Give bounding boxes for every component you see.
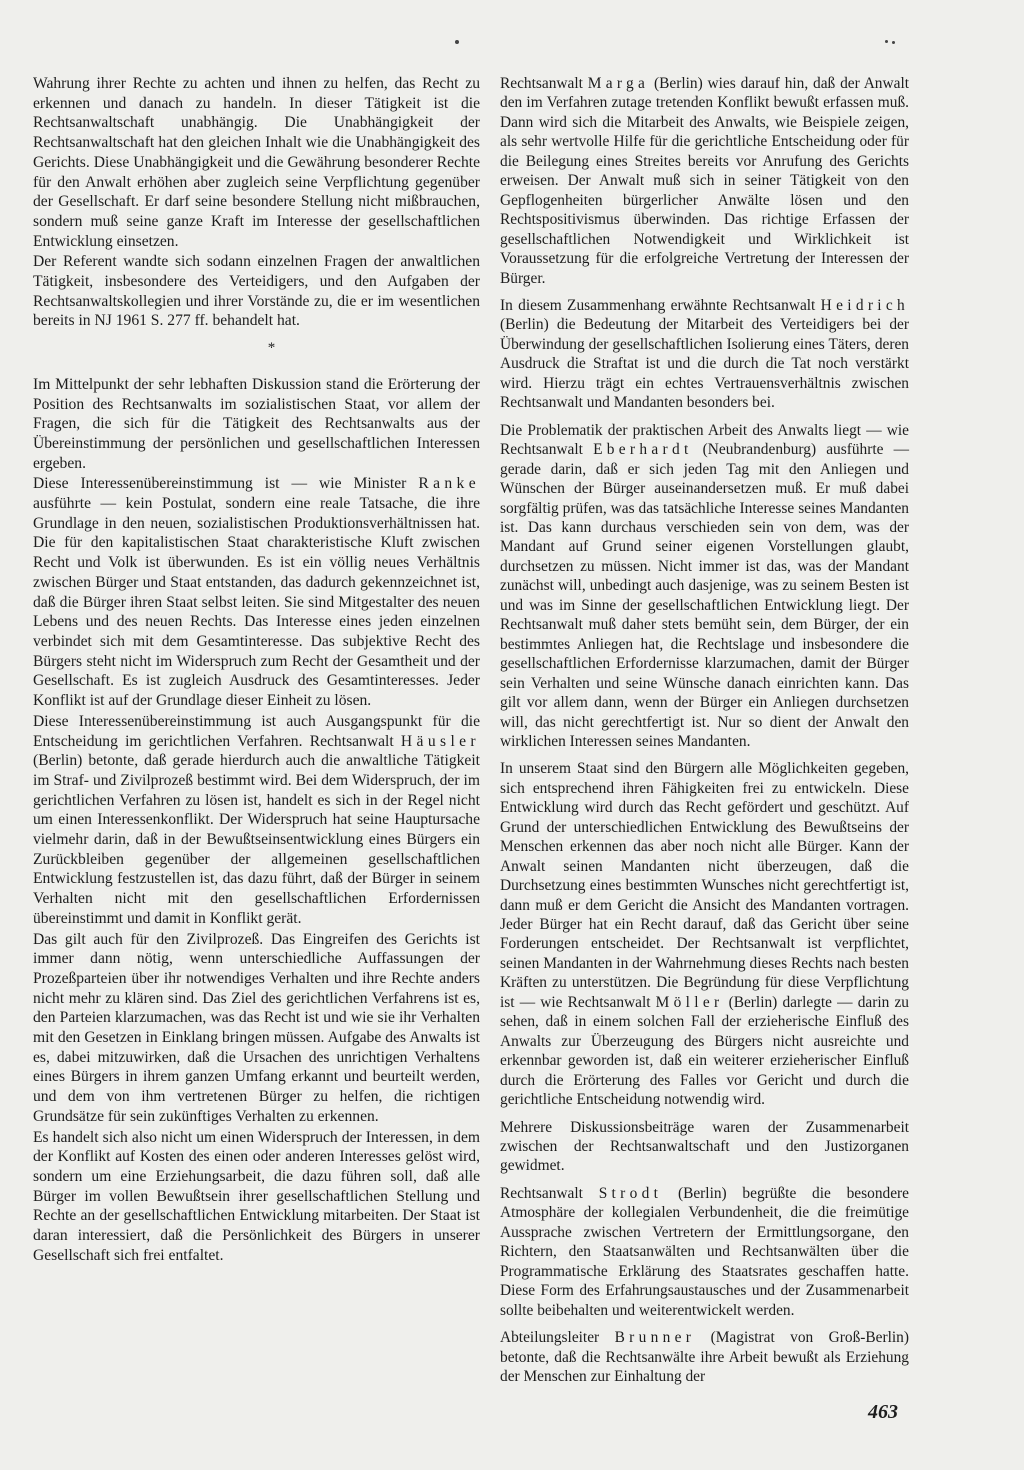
right-column bbox=[500, 74, 909, 1394]
print-speck bbox=[885, 40, 888, 43]
paragraph: Abteilungsleiter Brunner (Magistrat von Groß-Berlin) betonte, daß die Rechtsanwälte ihre Arbeit bewußt als Erziehung der Menschen zur Einhaltung der bbox=[500, 1329, 909, 1385]
paragraph: Die Problematik der praktischen Arbeit des Anwalts liegt — wie Rechtsanwalt Eberhardt (Neubrandenburg) ausführte — gerade darin, daß er sich jeden Tag mit den Anliegen und Wünschen der Bürger auseinandersetzen muß. Er muß dabei sorgfältig prüfen, was das tatsächliche Interesse seines Mandanten ist. Das kann durchaus verschieden sein von dem, was der Mandant auf Grund seiner eigenen Vorstellungen glaubt, durchsetzen zu müssen. Nicht immer ist das, was der Mandant zunächst will, unbedingt auch dasjenige, was zu seinem Besten ist und was im Sinne der gesellschaftlichen Entwicklung liegt. Der Rechtsanwalt muß daher stets bemüht sein, dem Bürger, der ein bestimmtes Anliegen hat, die Rechtslage und insbesondere die gesellschaftlichen Erfordernisse klarzumachen, damit der Bürger sein Verhalten und seine Wünsche danach einrichten kann. Das gilt vor allem dann, wenn der Bürger ein Anliegen durchsetzen will, das nicht gerechtfertigt ist. Nur so dient der Anwalt den wirklichen Interessen seines Mandanten. bbox=[500, 421, 910, 750]
paragraph: Wahrung ihrer Rechte zu achten und ihnen zu helfen, das Recht zu erkennen und danach zu handeln. In dieser Tätigkeit ist die Rechtsanwaltschaft unabhängig. Die Unabhängigkeit der Rechtsanwaltschaft hat den gleichen Inhalt wie die Unabhängigkeit des Gerichts. Diese Unabhängigkeit und die Gewährung besonderer Rechte für den Anwalt erhöhen aber zugleich seine Verpflichtung gegenüber der Gesellschaft. Er darf seine besondere Stellung nicht mißbrauchen, sondern muß seine ganze Kraft im Interesse der gesellschaftlichen Entwicklung einsetzen. bbox=[33, 75, 480, 250]
paragraph: Mehrere Diskussionsbeiträge waren der Zusammenarbeit zwischen der Rechtsanwaltschaft und den Justizorganen gewidmet. bbox=[500, 1118, 909, 1175]
paragraph: In unserem Staat sind den Bürgern alle Möglichkeiten gegeben, sich entsprechend ihren Fähigkeiten frei zu entwickeln. Diese Entwicklung wird durch das Recht gefördert und geschützt. Auf Grund der unterschiedlichen Entwicklung des Bewußtseins der Menschen erkennen das aber noch nicht alle Bürger. Kann der Anwalt seinen Mandanten nicht überzeugen, daß die Durchsetzung eines bestimmten Wunsches nicht gerechtfertigt ist, dann muß er dem Gericht die Ansicht des Mandanten vortragen. Jeder Bürger hat ein Recht darauf, daß das Gericht über seine Forderungen entscheidet. Der Rechtsanwalt ist verpflichtet, seinen Mandanten in der Wahrnehmung dieses Rechts nach besten Kräften zu unterstützen. Die Begründung für diese Verpflichtung ist — wie Rechtsanwalt Möller (Berlin) darlegte — darin zu sehen, daß in einem solchen Fall der erzieherische Einfluß des Anwalts zur Überzeugung des Bürgers nicht ausreichte und erkennbar geworden ist, daß ein weiterer erzieherischer Einfluß durch die Erörterung des Falles vor Gericht und durch die gerichtliche Entscheidung notwendig wird. bbox=[500, 760, 909, 1109]
speaker-name: Heidrich bbox=[820, 296, 909, 314]
paragraph: In diesem Zusammenhang erwähnte Rechtsanwalt Heidrich (Berlin) die Bedeutung der Mitarbeit des Verteidigers bei der Überwindung der gesellschaftlichen Isolierung eines Täters, deren Ausdruck die Straftat ist und die durch die Tat noch verstärkt wird. Hierzu trägt ein echtes Vertrauensverhältnis zwischen Rechtsanwalt und Mandanten besonders bei. bbox=[500, 296, 909, 412]
left-column bbox=[33, 74, 480, 1273]
speaker-name: Möller bbox=[655, 993, 724, 1011]
paragraph: Rechtsanwalt Marga (Berlin) wies darauf hin, daß der Anwalt den im Verfahren zutage tretenden Konflikt bewußt erfassen muß. Dann wird sich die Mitarbeit des Anwalts, wie Beispiele zeigen, als sehr wertvolle Hilfe für die gerichtliche Entscheidung oder für die Beilegung eines Streites bereits vor Anrufung des Gerichts erweisen. Der Anwalt muß sich in seiner Tätigkeit von den Gepflogenheiten bürgerlicher Anwälte lösen und den Rechtspositivismus überwinden. Das richtige Erfassen der gesellschaftlichen Notwendigkeit und Wirklichkeit ist Voraussetzung für die erfolgreiche Vertretung der Interessen der Bürger. bbox=[500, 75, 909, 287]
paragraph: Diese Interessenübereinstimmung ist auch Ausgangspunkt für die Entscheidung im gerichtlichen Verfahren. Rechtsanwalt Häusler (Berlin) betonte, daß gerade hierdurch auch die anwaltliche Tätigkeit im Straf- und Zivilprozeß bestimmt wird. Bei dem Widerspruch, der im gerichtlichen Verfahren zu lösen ist, handelt es sich in der Regel nicht um einen Interessenkonflikt. Der Widerspruch hat seine Hauptursache vielmehr darin, daß in der Bewußtseinsentwicklung eines Bürgers ein Zurückbleiben gegenüber der allgemeinen gesellschaftlichen Entwicklung festzustellen ist, das dazu führt, daß der Bürger in seinem Verhalten nicht mit den gesellschaftlichen Erfordernissen übereinstimmt und damit in Konflikt gerät. bbox=[33, 712, 480, 927]
paragraph: Es handelt sich also nicht um einen Widerspruch der Interessen, in dem der Konflikt auf Kosten des einen oder anderen Interesses gelöst wird, sondern um eine Erziehungsarbeit, die dazu führen soll, daß alle Bürger im vollen Bewußtsein ihrer gesellschaftlichen Stellung und Rechte an der gesellschaftlichen Entwicklung mitarbeiten. Der Staat ist daran interessiert, daß die Persönlichkeit des Bürgers in unserer Gesellschaft sich frei entfaltet. bbox=[33, 1128, 480, 1264]
speaker-name: Ranke bbox=[418, 475, 480, 493]
paragraph: Rechtsanwalt Strodt (Berlin) begrüßte die besondere Atmosphäre der kollegialen Verbundenheit, die die freimütige Aussprache zwischen Vertretern der Ermittlungsorgane, den Richtern, den Staatsanwälten und Rechtsanwälten über die Programmatische Erklärung des Staatsrates geschaffen hatte. Diese Form des Erfahrungsaustausches und der Zusammenarbeit sollte beibehalten und weiterentwickelt werden. bbox=[500, 1184, 909, 1319]
section-separator: * bbox=[267, 340, 276, 357]
speaker-name: Marga bbox=[587, 75, 650, 92]
paragraph: Im Mittelpunkt der sehr lebhaften Diskussion stand die Erörterung der Position des Rechtsanwalts im sozialistischen Staat, vor allem der Fragen, die sich für die Tätigkeit des Rechtsanwalts aus der Übereinstimmung der persönlichen und gesellschaftlichen Interessen ergeben. bbox=[33, 375, 480, 472]
print-speck bbox=[455, 40, 459, 44]
speaker-name: Eberhardt bbox=[593, 441, 693, 459]
speaker-name: Brunner bbox=[614, 1329, 696, 1347]
paragraph: Der Referent wandte sich sodann einzelnen Fragen der anwaltlichen Tätigkeit, insbesondere des Verteidigers, und den Aufgaben der Rechtsanwaltskollegien und ihrer Vorstände zu, die er im wesentlichen bereits in NJ 1961 S. 277 ff. behandelt hat. bbox=[33, 253, 480, 330]
paragraph: Das gilt auch für den Zivilprozeß. Das Eingreifen des Gerichts ist immer dann nötig, wenn unterschiedliche Auffassungen der Prozeßparteien über ihr notwendiges Verhalten und ihre Rechte anders nicht mehr zu klären sind. Das Ziel des gerichtlichen Verfahrens ist es, den Parteien klarzumachen, was das Recht ist und wie sie ihr Verhalten mit den Gesetzen in Einklang bringen müssen. Aufgabe des Anwalts ist es, dabei mitzuwirken, daß die Ursachen des unrichtigen Verhaltens eines Bürgers in ihrem ganzen Umfang erkannt und beurteilt werden, und dem von ihm vertretenen Bürger zu helfen, die richtigen Grundsätze für sein zukünftiges Verhalten zu erkennen. bbox=[33, 930, 480, 1125]
print-speck bbox=[892, 41, 895, 44]
speaker-name: Häusler bbox=[400, 732, 480, 750]
paragraph: Diese Interessenübereinstimmung ist — wie Minister Ranke ausführte — kein Postulat, sondern eine reale Tatsache, die ihre Grundlage in den neuen, sozialistischen Produktionsverhältnissen hat. Die für den kapitalistischen Staat charakteristische Kluft zwischen Recht und Volk ist überwunden. Es ist ein völlig neues Verhältnis zwischen Bürger und Staat entstanden, das dadurch gekennzeichnet ist, daß die Bürger ihren Staat selbst leiten. Sie sind Mitgestalter des neuen Lebens und des neuen Rechts. Das Interesse eines jeden einzelnen verbindet sich mit dem Gesamtinteresse. Das subjektive Recht des Bürgers steht nicht im Widerspruch zum Recht der Gesamtheit und der Gesellschaft. Es ist zugleich Ausdruck des Gesamtinteresses. Jeder Konflikt ist auf der Grundlage dieser Einheit zu lösen. bbox=[33, 475, 480, 710]
speaker-name: Strodt bbox=[598, 1184, 663, 1202]
page-number: 463 bbox=[868, 1401, 898, 1423]
